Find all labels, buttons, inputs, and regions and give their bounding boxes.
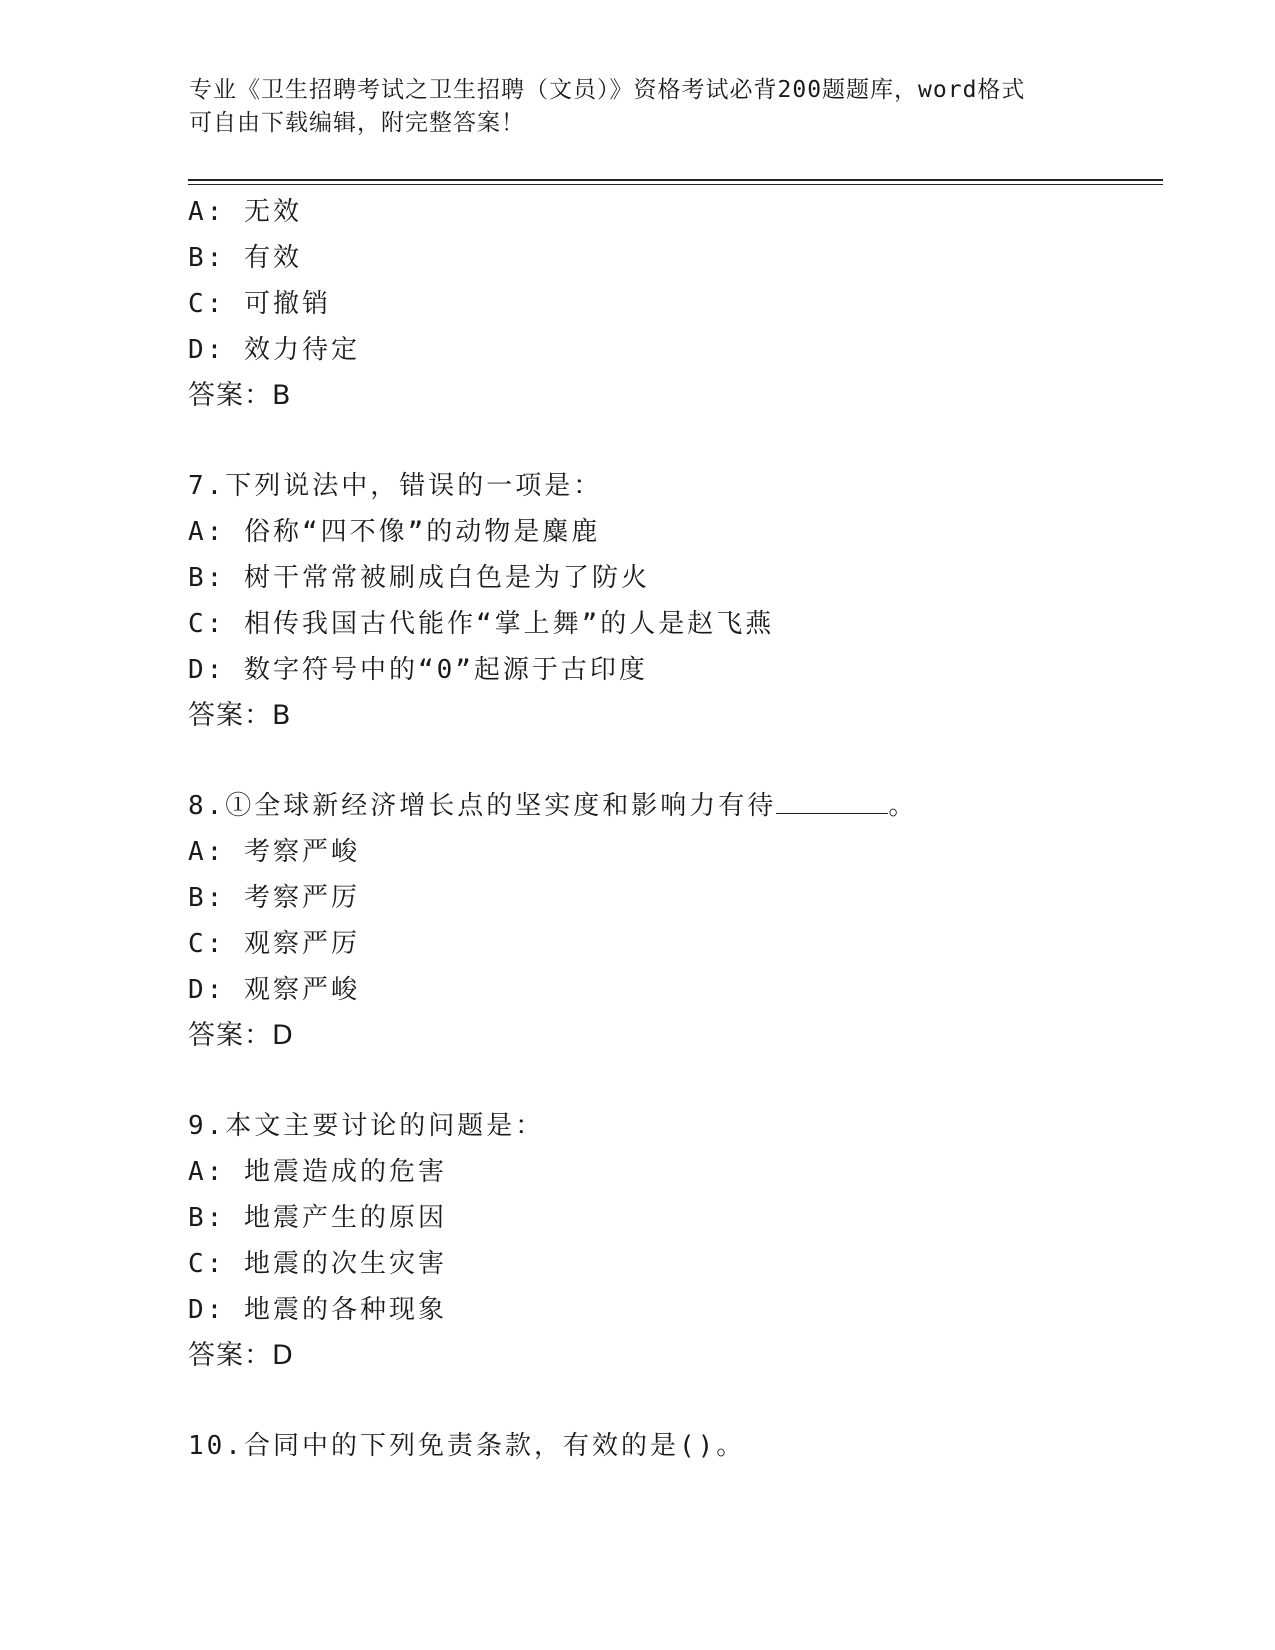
question-6-option-a: A: 无效 — [188, 197, 302, 227]
fill-in-blank — [776, 793, 888, 814]
question-7-option-d: D: 数字符号中的“0”起源于古印度 — [188, 655, 648, 685]
question-6-option-b: B: 有效 — [188, 243, 302, 273]
header-title-line-2: 可自由下载编辑，附完整答案！ — [189, 110, 525, 136]
question-8-option-a: A: 考察严峻 — [188, 837, 360, 867]
question-9-option-d: D: 地震的各种现象 — [188, 1295, 447, 1325]
question-8-stem-end: 。 — [888, 791, 918, 821]
question-9-answer: 答案：D — [188, 1340, 294, 1371]
question-7-option-b: B: 树干常常被刷成白色是为了防火 — [188, 563, 650, 593]
question-8-stem-text: 8.①全球新经济增长点的坚实度和影响力有待 — [188, 791, 777, 821]
question-9-option-a: A: 地震造成的危害 — [188, 1157, 447, 1187]
question-8-option-b: B: 考察严厉 — [188, 883, 360, 913]
question-9-block — [188, 1103, 1163, 1379]
question-8-answer: 答案：D — [188, 1020, 294, 1051]
question-6-block — [188, 189, 1163, 419]
question-10-stem: 10.合同中的下列免责条款，有效的是()。 — [188, 1431, 746, 1461]
document-header — [189, 74, 1089, 140]
question-6-answer: 答案：B — [188, 380, 292, 411]
question-8-option-d: D: 观察严峻 — [188, 975, 360, 1005]
question-9-option-b: B: 地震产生的原因 — [188, 1203, 447, 1233]
question-7-answer: 答案：B — [188, 700, 292, 731]
question-9-option-c: C: 地震的次生灾害 — [188, 1249, 447, 1279]
question-9-stem: 9.本文主要讨论的问题是： — [188, 1111, 545, 1141]
question-6-option-c: C: 可撤销 — [188, 289, 331, 319]
header-divider — [188, 179, 1163, 185]
question-7-option-c: C: 相传我国古代能作“掌上舞”的人是赵飞燕 — [188, 609, 775, 639]
question-7-block — [188, 463, 1163, 739]
question-8-stem — [188, 783, 1163, 829]
question-8-option-c: C: 观察严厉 — [188, 929, 360, 959]
question-6-option-d: D: 效力待定 — [188, 335, 360, 365]
header-title-line-1: 专业《卫生招聘考试之卫生招聘（文员）》资格考试必背200题题库，word格式 — [189, 77, 1026, 103]
question-7-option-a: A: 俗称“四不像”的动物是麋鹿 — [188, 517, 601, 547]
question-10-block — [188, 1423, 1163, 1469]
question-list — [188, 189, 1163, 1469]
question-7-stem: 7.下列说法中，错误的一项是： — [188, 471, 603, 501]
question-8-block — [188, 783, 1163, 1059]
